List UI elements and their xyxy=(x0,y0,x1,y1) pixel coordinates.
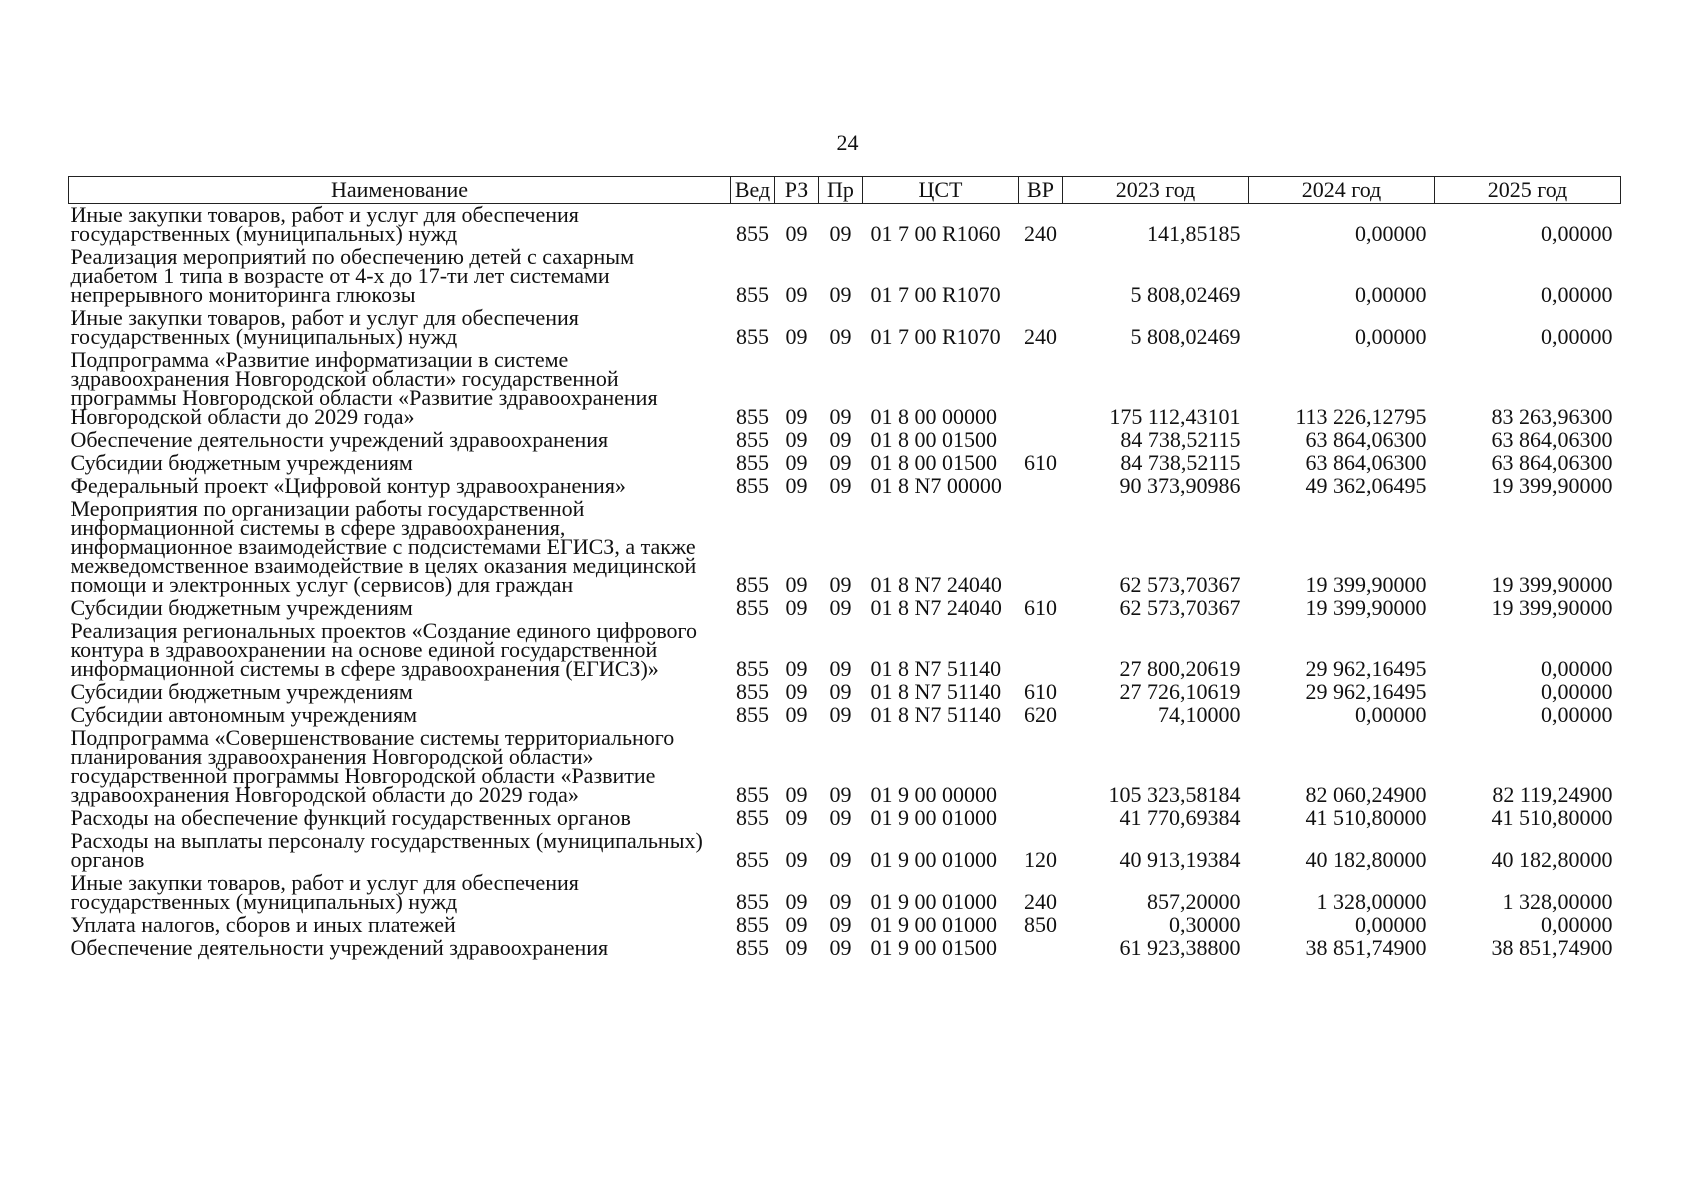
cell-2024: 29 962,16495 xyxy=(1305,656,1427,681)
cell-cst: 01 8 00 01500 xyxy=(870,427,997,452)
cell-name: Расходы на обеспечение функций государственных органов xyxy=(70,805,631,830)
table-row xyxy=(69,307,1621,349)
cell-ved: 855 xyxy=(736,935,769,960)
cell-2025: 63 864,06300 xyxy=(1491,427,1613,452)
table-row xyxy=(69,681,1621,704)
cell-2024: 63 864,06300 xyxy=(1305,427,1427,452)
cell-name: Обеспечение деятельности учреждений здравоохранения xyxy=(70,427,609,452)
budget-table xyxy=(68,176,1621,960)
header-pr: Пр xyxy=(819,177,863,204)
header-vr: ВР xyxy=(1019,177,1063,204)
cell-2024: 40 182,80000 xyxy=(1305,847,1427,872)
cell-2023: 40 913,19384 xyxy=(1119,847,1241,872)
cell-cst: 01 9 00 01000 xyxy=(870,805,997,830)
cell-pr: 09 xyxy=(829,912,852,937)
cell-pr: 09 xyxy=(829,473,852,498)
cell-2025: 0,00000 xyxy=(1541,912,1613,937)
cell-ved: 855 xyxy=(736,702,769,727)
cell-ved: 855 xyxy=(736,572,769,597)
cell-2023: 74,10000 xyxy=(1158,702,1241,727)
cell-vr xyxy=(1019,807,1063,830)
cell-pr: 09 xyxy=(829,572,852,597)
cell-cst: 01 8 00 00000 xyxy=(870,404,997,429)
cell-ved: 855 xyxy=(736,450,769,475)
cell-2024: 0,00000 xyxy=(1355,282,1427,307)
cell-2024: 0,00000 xyxy=(1355,324,1427,349)
cell-vr: 620 xyxy=(1024,702,1057,727)
cell-2023: 27 726,10619 xyxy=(1119,679,1241,704)
cell-pr: 09 xyxy=(829,805,852,830)
cell-2025: 0,00000 xyxy=(1541,702,1613,727)
cell-cst: 01 8 N7 51140 xyxy=(870,679,1002,704)
cell-pr: 09 xyxy=(829,679,852,704)
cell-ved: 855 xyxy=(736,324,769,349)
cell-2025: 63 864,06300 xyxy=(1491,450,1613,475)
page-number: 24 xyxy=(836,130,859,155)
cell-2025: 19 399,90000 xyxy=(1491,572,1613,597)
cell-cst: 01 9 00 01000 xyxy=(870,889,997,914)
cell-ved: 855 xyxy=(736,679,769,704)
cell-2024: 0,00000 xyxy=(1355,221,1427,246)
header-ved: Вед xyxy=(731,177,775,204)
cell-name: Мероприятия по организации работы государственной информационной системы в сфере здравоохранения, информационное взаимодействие с подсистемами ЕГИСЗ, а также межведомственное взаимодействие в целях оказания медицинской помощи и электронных услуг (сервисов) для граждан xyxy=(70,496,697,597)
cell-vr: 240 xyxy=(1024,324,1057,349)
cell-cst: 01 9 00 01000 xyxy=(870,912,997,937)
cell-rz: 09 xyxy=(785,324,808,349)
cell-ved: 855 xyxy=(736,847,769,872)
cell-ved: 855 xyxy=(736,221,769,246)
cell-2025: 0,00000 xyxy=(1541,324,1613,349)
table-row xyxy=(69,872,1621,914)
cell-2023: 84 738,52115 xyxy=(1120,427,1241,452)
cell-ved: 855 xyxy=(736,889,769,914)
cell-2025: 19 399,90000 xyxy=(1491,595,1613,620)
cell-pr: 09 xyxy=(829,782,852,807)
cell-2023: 62 573,70367 xyxy=(1119,595,1241,620)
table-row xyxy=(69,204,1621,247)
cell-pr: 09 xyxy=(829,221,852,246)
cell-name: Расходы на выплаты персоналу государственных (муниципальных) органов xyxy=(70,828,703,872)
table-row xyxy=(69,597,1621,620)
cell-name: Обеспечение деятельности учреждений здравоохранения xyxy=(70,935,609,960)
cell-vr: 850 xyxy=(1024,912,1057,937)
table-row xyxy=(69,498,1621,597)
table-row xyxy=(69,429,1621,452)
cell-vr xyxy=(1019,620,1063,681)
cell-ved: 855 xyxy=(736,656,769,681)
cell-cst: 01 8 00 01500 xyxy=(870,450,997,475)
cell-cst: 01 9 00 00000 xyxy=(870,782,997,807)
cell-2024: 38 851,74900 xyxy=(1305,935,1427,960)
cell-pr: 09 xyxy=(829,889,852,914)
table-row xyxy=(69,807,1621,830)
cell-cst: 01 9 00 01500 xyxy=(870,935,997,960)
table-row xyxy=(69,914,1621,937)
cell-cst: 01 7 00 R1070 xyxy=(870,324,1001,349)
cell-2024: 0,00000 xyxy=(1355,912,1427,937)
cell-cst: 01 7 00 R1060 xyxy=(870,221,1001,246)
table-row xyxy=(69,937,1621,960)
cell-2024: 82 060,24900 xyxy=(1305,782,1427,807)
cell-rz: 09 xyxy=(785,450,808,475)
cell-rz: 09 xyxy=(785,679,808,704)
cell-2023: 27 800,20619 xyxy=(1119,656,1241,681)
cell-pr: 09 xyxy=(829,595,852,620)
cell-2025: 0,00000 xyxy=(1541,679,1613,704)
table-header xyxy=(69,177,1621,204)
cell-rz: 09 xyxy=(785,473,808,498)
cell-rz: 09 xyxy=(785,404,808,429)
cell-name: Субсидии бюджетным учреждениям xyxy=(70,679,413,704)
cell-ved: 855 xyxy=(736,912,769,937)
cell-vr: 610 xyxy=(1024,595,1057,620)
table-row xyxy=(69,475,1621,498)
cell-rz: 09 xyxy=(785,427,808,452)
cell-vr: 240 xyxy=(1024,221,1057,246)
cell-vr: 610 xyxy=(1024,450,1057,475)
cell-vr: 240 xyxy=(1024,889,1057,914)
cell-2024: 63 864,06300 xyxy=(1305,450,1427,475)
header-cst: ЦСТ xyxy=(863,177,1019,204)
table-row xyxy=(69,704,1621,727)
cell-name: Иные закупки товаров, работ и услуг для обеспечения государственных (муниципальных) нужд xyxy=(70,870,579,914)
cell-vr xyxy=(1019,349,1063,429)
cell-vr: 120 xyxy=(1024,847,1057,872)
cell-2024: 113 226,12795 xyxy=(1295,404,1427,429)
cell-cst: 01 8 N7 51140 xyxy=(870,656,1002,681)
cell-2025: 1 328,00000 xyxy=(1502,889,1613,914)
cell-2024: 49 362,06495 xyxy=(1305,473,1427,498)
cell-2024: 41 510,80000 xyxy=(1305,805,1427,830)
cell-name: Подпрограмма «Развитие информатизации в системе здравоохранения Новгородской области» государственной программы Новгородской области «Развитие здравоохранения Новгородской области до 2029 года» xyxy=(70,347,658,429)
cell-2025: 82 119,24900 xyxy=(1492,782,1613,807)
cell-cst: 01 8 N7 51140 xyxy=(870,702,1002,727)
header-name: Наименование xyxy=(69,177,731,204)
cell-2024: 29 962,16495 xyxy=(1305,679,1427,704)
cell-vr xyxy=(1019,937,1063,960)
cell-2023: 857,20000 xyxy=(1147,889,1241,914)
table-row xyxy=(69,727,1621,807)
cell-ved: 855 xyxy=(736,782,769,807)
cell-2023: 5 808,02469 xyxy=(1130,282,1241,307)
cell-rz: 09 xyxy=(785,221,808,246)
cell-rz: 09 xyxy=(785,935,808,960)
cell-rz: 09 xyxy=(785,805,808,830)
cell-2025: 0,00000 xyxy=(1541,656,1613,681)
cell-rz: 09 xyxy=(785,782,808,807)
cell-rz: 09 xyxy=(785,572,808,597)
cell-ved: 855 xyxy=(736,595,769,620)
cell-rz: 09 xyxy=(785,595,808,620)
cell-cst: 01 8 N7 24040 xyxy=(870,572,1002,597)
cell-vr xyxy=(1019,727,1063,807)
cell-pr: 09 xyxy=(829,282,852,307)
cell-2023: 84 738,52115 xyxy=(1120,450,1241,475)
header-rz: РЗ xyxy=(775,177,819,204)
cell-2024: 19 399,90000 xyxy=(1305,572,1427,597)
cell-2025: 19 399,90000 xyxy=(1491,473,1613,498)
cell-pr: 09 xyxy=(829,324,852,349)
cell-vr xyxy=(1019,498,1063,597)
cell-name: Федеральный проект «Цифровой контур здравоохранения» xyxy=(70,473,626,498)
cell-2025: 0,00000 xyxy=(1541,282,1613,307)
cell-ved: 855 xyxy=(736,404,769,429)
cell-name: Уплата налогов, сборов и иных платежей xyxy=(70,912,456,937)
table-row xyxy=(69,620,1621,681)
cell-name: Реализация региональных проектов «Создание единого цифрового контура в здравоохранении на основе единой государственной информационной системы в сфере здравоохранения (ЕГИСЗ)» xyxy=(70,618,698,681)
cell-cst: 01 8 N7 00000 xyxy=(870,473,1002,498)
cell-2023: 0,30000 xyxy=(1169,912,1241,937)
cell-vr xyxy=(1019,246,1063,307)
cell-pr: 09 xyxy=(829,450,852,475)
cell-2023: 141,85185 xyxy=(1147,221,1241,246)
cell-pr: 09 xyxy=(829,656,852,681)
cell-name: Реализация мероприятий по обеспечению детей с сахарным диабетом 1 типа в возрасте от 4-х до 17-ти лет системами непрерывного мониторинга глюкозы xyxy=(70,244,635,307)
cell-2024: 0,00000 xyxy=(1355,702,1427,727)
cell-rz: 09 xyxy=(785,912,808,937)
cell-2025: 83 263,96300 xyxy=(1491,404,1613,429)
cell-name: Субсидии бюджетным учреждениям xyxy=(70,450,413,475)
cell-2025: 38 851,74900 xyxy=(1491,935,1613,960)
cell-pr: 09 xyxy=(829,404,852,429)
cell-name: Подпрограмма «Совершенствование системы территориального планирования здравоохранения Новгородской области» государственной программы Новгородской области «Развитие здравоохранения Новгородской области до 2029 года» xyxy=(70,725,675,807)
table-row xyxy=(69,452,1621,475)
cell-2023: 62 573,70367 xyxy=(1119,572,1241,597)
cell-cst: 01 8 N7 24040 xyxy=(870,595,1002,620)
cell-2024: 1 328,00000 xyxy=(1316,889,1427,914)
cell-vr xyxy=(1019,429,1063,452)
header-2023: 2023 год xyxy=(1063,177,1249,204)
cell-pr: 09 xyxy=(829,935,852,960)
cell-2024: 19 399,90000 xyxy=(1305,595,1427,620)
cell-2023: 5 808,02469 xyxy=(1130,324,1241,349)
cell-name: Субсидии бюджетным учреждениям xyxy=(70,595,413,620)
cell-vr: 610 xyxy=(1024,679,1057,704)
table-row xyxy=(69,246,1621,307)
table-body xyxy=(69,204,1621,961)
cell-rz: 09 xyxy=(785,282,808,307)
cell-2025: 41 510,80000 xyxy=(1491,805,1613,830)
cell-pr: 09 xyxy=(829,427,852,452)
cell-name: Субсидии автономным учреждениям xyxy=(70,702,418,727)
cell-pr: 09 xyxy=(829,847,852,872)
cell-ved: 855 xyxy=(736,427,769,452)
cell-2023: 61 923,38800 xyxy=(1119,935,1241,960)
cell-vr xyxy=(1019,475,1063,498)
cell-pr: 09 xyxy=(829,702,852,727)
cell-2023: 90 373,90986 xyxy=(1119,473,1241,498)
cell-rz: 09 xyxy=(785,847,808,872)
cell-name: Иные закупки товаров, работ и услуг для обеспечения государственных (муниципальных) нужд xyxy=(70,305,579,349)
header-2024: 2024 год xyxy=(1249,177,1435,204)
cell-2023: 175 112,43101 xyxy=(1109,404,1241,429)
cell-rz: 09 xyxy=(785,702,808,727)
cell-cst: 01 7 00 R1070 xyxy=(870,282,1001,307)
cell-name: Иные закупки товаров, работ и услуг для обеспечения государственных (муниципальных) нужд xyxy=(70,202,579,246)
cell-2025: 0,00000 xyxy=(1541,221,1613,246)
cell-cst: 01 9 00 01000 xyxy=(870,847,997,872)
cell-ved: 855 xyxy=(736,473,769,498)
cell-2023: 41 770,69384 xyxy=(1119,805,1241,830)
header-2025: 2025 год xyxy=(1435,177,1621,204)
cell-ved: 855 xyxy=(736,282,769,307)
cell-rz: 09 xyxy=(785,889,808,914)
cell-rz: 09 xyxy=(785,656,808,681)
cell-2025: 40 182,80000 xyxy=(1491,847,1613,872)
table-row xyxy=(69,349,1621,429)
cell-2023: 105 323,58184 xyxy=(1108,782,1241,807)
table-row xyxy=(69,830,1621,872)
cell-ved: 855 xyxy=(736,805,769,830)
